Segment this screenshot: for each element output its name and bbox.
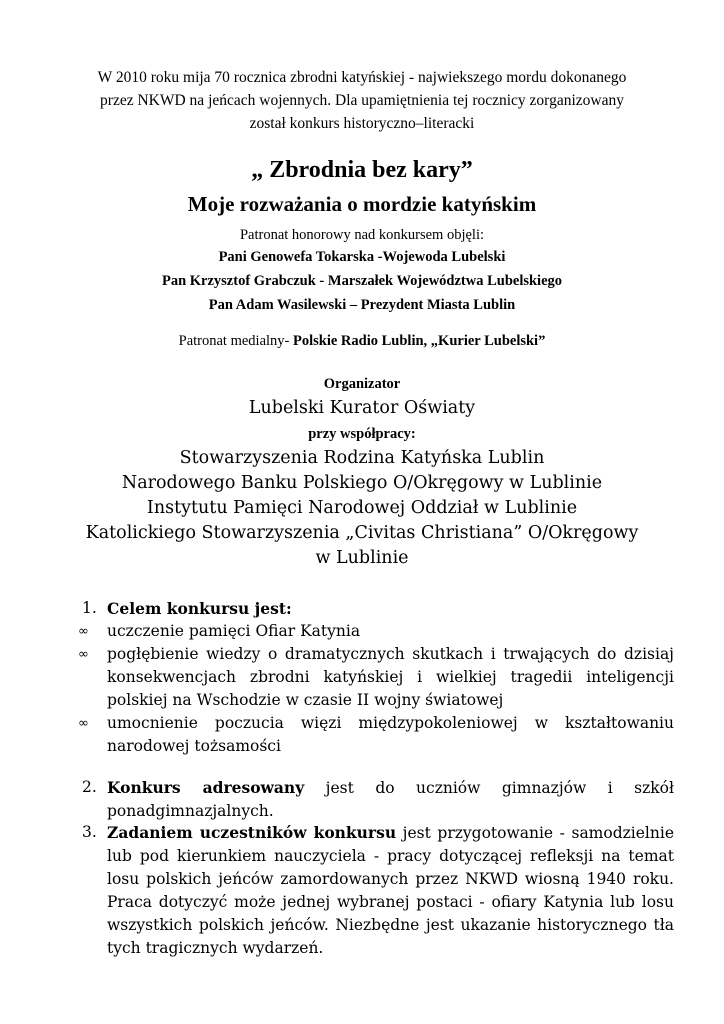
section-1-bullet (78, 712, 674, 758)
cooperation-item: Stowarzyszenia Rodzina Katyńska Lublin (179, 448, 545, 468)
organizer-name: Lubelski Kurator Oświaty (248, 398, 476, 418)
media-patronage-value: Polskie Radio Lublin, „Kurier Lubelski” (293, 333, 546, 349)
intro-paragraph: W 2010 roku mija 70 rocznica zbrodni katyńskiej - najwiekszego mordu dokonanego przez NKWD na jeńcach wojennych. Dla upamiętnienia tej rocznicy zorganizowany został konkurs historyczno–literacki (97, 69, 627, 132)
cooperation-item: Katolickiego Stowarzyszenia „Civitas Christiana” O/Okręgowy (85, 523, 639, 543)
cooperation-list (0, 446, 724, 571)
section-text: jest do uczniów gimnazjów i szkół ponadgimnazjalnych. (107, 779, 675, 820)
patron-mayor: Pan Adam Wasilewski – Prezydent Miasta Lublin (208, 297, 516, 313)
honorary-patronage-heading: Patronat honorowy nad konkursem objęli: (239, 227, 485, 243)
cooperation-item: w Lublinie (315, 548, 409, 568)
section-2 (82, 776, 675, 823)
section-bold-text: Konkurs adresowany (107, 778, 305, 797)
section-text: jest przygotowanie - samodzielnie lub pod kierunkiem nauczyciela - pracy dotyczącej refleksji na temat losu polskich jeńców zamordowanych przez NKWD wiosną 1940 roku. Praca dotyczyć może jednej wybranej postaci - ofiary Katynia lub losu wszystkich polskich jeńców. Niezbędne jest ukazanie historycznego tła tych tragicznych wydarzeń. (107, 824, 675, 957)
contest-subtitle: Moje rozważania o mordzie katyńskim (187, 192, 537, 216)
honorary-patrons-list (0, 245, 724, 317)
section-bold-text: Celem konkursu jest: (107, 599, 292, 618)
cooperation-heading: przy współpracy: (308, 426, 416, 442)
section-bold-text: Zadaniem uczestników konkursu (107, 823, 397, 842)
media-patronage-label: Patronat medialny- (178, 333, 290, 349)
bullet-text: pogłębienie wiedzy o dramatycznych skutkach i trwających do dzisiaj konsekwencjach zbrodni katyńskiej i wielkiej tragedii inteligencji polskiej na Wschodzie w czasie II wojny światowej (107, 645, 674, 709)
section-1-bullet (78, 643, 674, 712)
organizer-heading: Organizator (323, 376, 401, 392)
contest-title: „ Zbrodnia bez kary” (251, 157, 473, 183)
cooperation-item: Instytutu Pamięci Narodowej Oddział w Lublinie (146, 498, 578, 518)
infinity-bullet-icon: ∞ (78, 647, 89, 662)
media-patronage (0, 331, 724, 351)
infinity-bullet-icon: ∞ (78, 624, 89, 639)
patron-voivode: Pani Genowefa Tokarska -Wojewoda Lubelski (218, 249, 506, 265)
section-number: 2. (82, 778, 97, 796)
section-number: 3. (82, 823, 97, 841)
section-1-bullet (78, 620, 674, 643)
infinity-bullet-icon: ∞ (78, 716, 89, 731)
bullet-text: uczczenie pamięci Ofiar Katynia (107, 622, 361, 640)
bullet-text: umocnienie poczucia więzi międzypokoleniowej w kształtowaniu narodowej tożsamości (107, 714, 674, 755)
section-1-heading (82, 597, 674, 621)
section-3 (82, 821, 675, 960)
section-number: 1. (82, 599, 97, 617)
cooperation-item: Narodowego Banku Polskiego O/Okręgowy w Lublinie (121, 473, 603, 493)
patron-marshal: Pan Krzysztof Grabczuk - Marszałek Województwa Lubelskiego (161, 273, 563, 289)
